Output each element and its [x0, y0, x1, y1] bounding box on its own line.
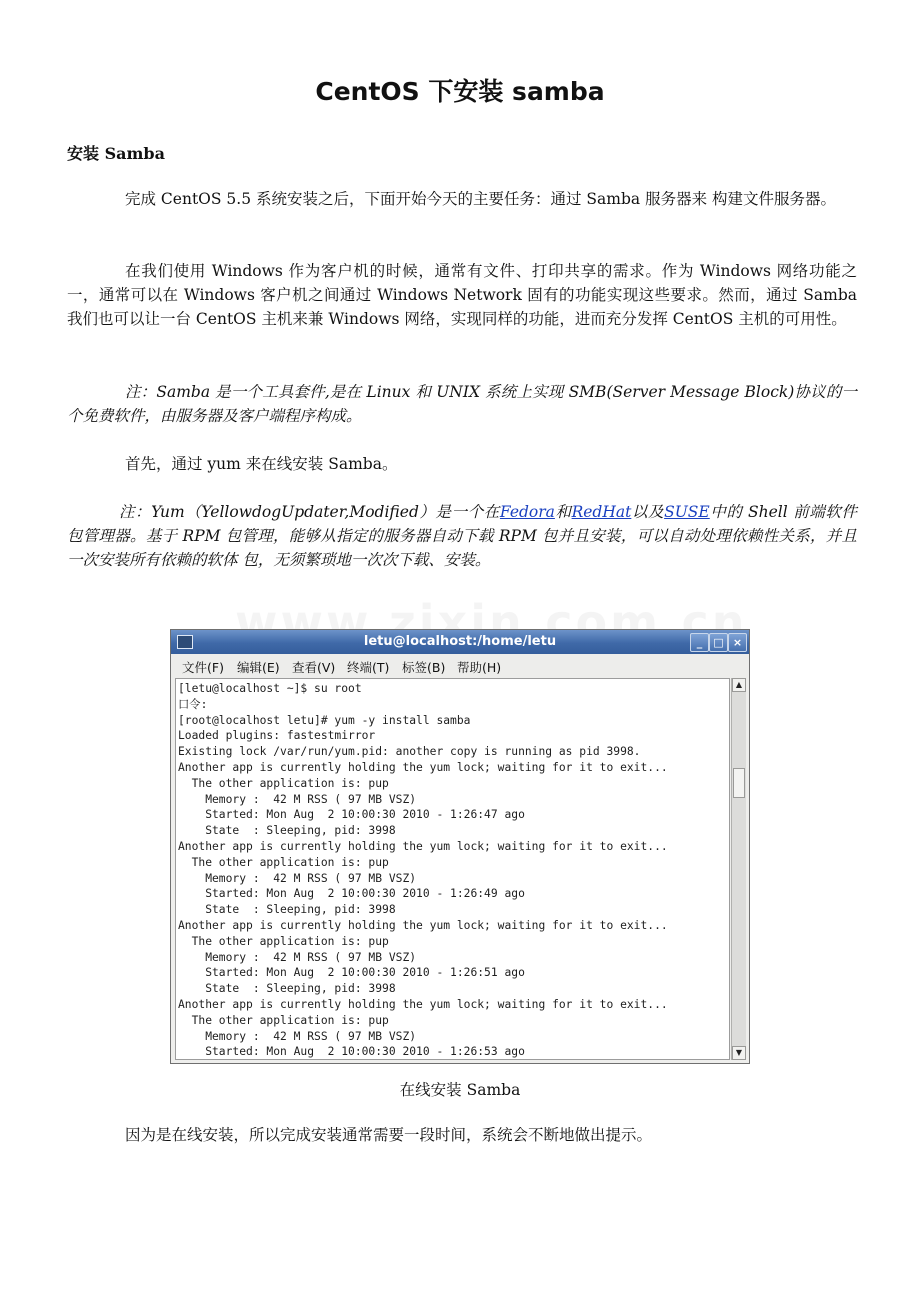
- terminal-line: Memory : 42 M RSS ( 97 MB VSZ): [178, 1029, 417, 1043]
- terminal-line: Memory : 42 M RSS ( 97 MB VSZ): [178, 871, 417, 885]
- note-yum: [67, 500, 857, 572]
- terminal-line: Memory : 42 M RSS ( 97 MB VSZ): [178, 950, 417, 964]
- link-fedora[interactable]: Fedora: [499, 503, 555, 521]
- terminal-output[interactable]: [175, 678, 730, 1060]
- scroll-up-arrow-icon[interactable]: ▲: [732, 678, 746, 692]
- terminal-line: Memory : 42 M RSS ( 97 MB VSZ): [178, 792, 417, 806]
- menu-help[interactable]: 帮助(H): [457, 660, 502, 675]
- terminal-line: Started: Mon Aug 2 10:00:30 2010 - 1:26:51 ago: [178, 966, 525, 980]
- terminal-line: [letu@localhost ~]$ su root: [178, 682, 362, 695]
- maximize-button[interactable]: □: [709, 633, 728, 652]
- terminal-menubar: [171, 654, 749, 678]
- minimize-button[interactable]: _: [690, 633, 709, 652]
- terminal-line: The other application is: pup: [178, 776, 389, 790]
- terminal-line: State : Sleeping, pid: 3998: [178, 824, 396, 838]
- terminal-line: State : Sleeping, pid: 3998: [178, 903, 396, 917]
- paragraph-intro: 完成 CentOS 5.5 系统安装之后，下面开始今天的主要任务：通过 Samba 服务器来 构建文件服务器。: [125, 190, 837, 208]
- terminal-line: Started: Mon Aug 2 10:00:30 2010 - 1:26:47 ago: [178, 808, 525, 822]
- menu-file[interactable]: 文件(F): [182, 660, 224, 675]
- terminal-line: The other application is: pup: [178, 855, 389, 869]
- terminal-line: Another app is currently holding the yum lock; waiting for it to exit...: [178, 761, 668, 774]
- terminal-line: State : Sleeping, pid: 3998: [178, 982, 396, 996]
- terminal-line: Loaded plugins: fastestmirror: [178, 729, 376, 743]
- note-yum-text-4: 中的 Shell 前端软件包管理器。基于 RPM 包管理，能够从指定的服务器自动下载 RPM 包并且安装，可以自动处理依赖性关系，并且一次安装所有依赖的软体 包，无须繁琐地一次次下载、安装。: [67, 503, 857, 569]
- link-suse[interactable]: SUSE: [664, 503, 710, 521]
- scroll-down-arrow-icon[interactable]: ▼: [732, 1046, 746, 1060]
- terminal-screenshot: [170, 629, 750, 1064]
- note-samba: 注：Samba 是一个工具套件,是在 Linux 和 UNIX 系统上实现 SMB(Server Message Block)协议的一个免费软件，由服务器及客户端程序构成。: [67, 383, 857, 425]
- menu-view[interactable]: 查看(V): [292, 660, 336, 675]
- paragraph-install-time: 因为是在线安装，所以完成安装通常需要一段时间，系统会不断地做出提示。: [125, 1126, 653, 1144]
- menu-edit[interactable]: 编辑(E): [237, 660, 280, 675]
- note-yum-text-2: 和: [554, 503, 572, 521]
- terminal-line: Started: Mon Aug 2 10:00:30 2010 - 1:26:53 ago: [178, 1045, 525, 1059]
- terminal-line: Existing lock /var/run/yum.pid: another copy is running as pid 3998.: [178, 745, 641, 759]
- terminal-line: [root@localhost letu]# yum -y install samba: [178, 713, 471, 727]
- figure-caption: 在线安装 Samba: [399, 1081, 521, 1099]
- terminal-scrollbar[interactable]: [731, 678, 746, 1060]
- terminal-line: The other application is: pup: [178, 1013, 389, 1027]
- terminal-titlebar: [171, 630, 749, 654]
- terminal-line: The other application is: pup: [178, 934, 389, 948]
- terminal-title: letu@localhost:/home/letu: [363, 634, 557, 649]
- terminal-line: 口令:: [178, 697, 208, 711]
- link-redhat[interactable]: RedHat: [571, 503, 632, 521]
- paragraph-windows: 在我们使用 Windows 作为客户机的时候，通常有文件、打印共享的需求。作为 Windows 网络功能之一，通常可以在 Windows 客户机之间通过 Windows Network 固有的功能实现这些要求。然而，通过 Samba 我们也可以让一台 CentOS 主机来兼 Windows 网络，实现同样的功能，进而充分发挥 CentOS 主机的可用性。: [67, 262, 857, 328]
- terminal-line: Another app is currently holding the yum lock; waiting for it to exit...: [178, 919, 668, 932]
- note-yum-text-1: 注：Yum（YellowdogUpdater,Modified）是一个在: [119, 503, 500, 521]
- paragraph-yum: 首先，通过 yum 来在线安装 Samba。: [125, 455, 398, 473]
- terminal-line: Another app is currently holding the yum lock; waiting for it to exit...: [178, 840, 668, 853]
- page-title: CentOS 下安装 samba: [315, 77, 605, 106]
- terminal-line: Another app is currently holding the yum lock; waiting for it to exit...: [178, 998, 668, 1011]
- terminal-line: Started: Mon Aug 2 10:00:30 2010 - 1:26:49 ago: [178, 887, 525, 901]
- menu-terminal[interactable]: 终端(T): [347, 660, 390, 675]
- scroll-thumb[interactable]: [733, 768, 745, 798]
- menu-tabs[interactable]: 标签(B): [402, 660, 446, 675]
- close-button[interactable]: ×: [728, 633, 747, 652]
- note-yum-text-3: 以及: [631, 503, 665, 521]
- section-heading: 安装 Samba: [67, 144, 165, 163]
